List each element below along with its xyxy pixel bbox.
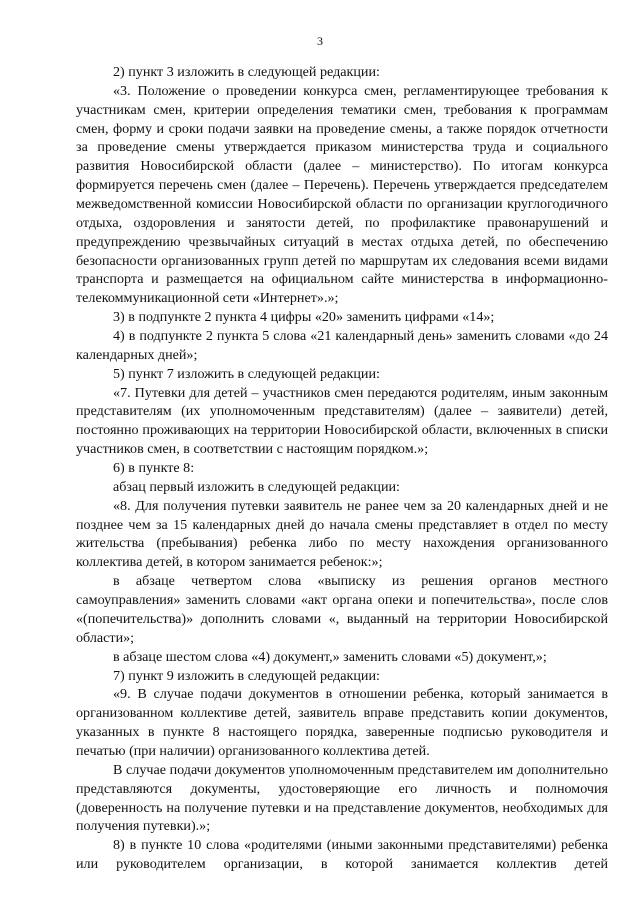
paragraph: 5) пункт 7 изложить в следующей редакции: xyxy=(113,365,380,382)
paragraph: «8. Для получения путевки заявитель не ранее чем за 20 календарных дней и не позднее чем за 15 календарных дней до начала смены представляет в отдел по месту жительства (пребывания) ребенка либо по месту нахождения организованного коллектива детей, в котором занимается ребенок:»; xyxy=(76,497,608,571)
paragraph: абзац первый изложить в следующей редакции: xyxy=(113,478,400,495)
paragraph: «3. Положение о проведении конкурса смен, регламентирующее требования к участникам смен, критерии определения тематики смен, требования к программам смен, форму и сроки подачи заявки на проведение смены, а также порядок отчетности за проведение смены утверждается приказом министерства труда и социального развития Новосибирской области (далее – министерство). По итогам конкурса формируется перечень смен (далее – Перечень). Перечень утверждается председателем межведомственной комиссии Новосибирской области по организации круглогодичного отдыха, оздоровления и занятости детей, по профилактике правонарушений и предупреждению чрезвычайных ситуаций в местах отдыха детей, по обеспечению безопасности организованных групп детей по маршрутам их следования всеми видами транспорта и размещается на официальном сайте министерства в информационно-телекоммуникационной сети «Интернет».»; xyxy=(76,82,608,307)
paragraph: в абзаце четвертом слова «выписку из решения органов местного самоуправления» заменить словами «акт органа опеки и попечительства», после слов «(попечительства)» дополнить словами «, выданный на территории Новосибирской области»; xyxy=(76,573,608,646)
paragraph: 3) в подпункте 2 пункта 4 цифры «20» заменить цифрами «14»; xyxy=(113,309,495,326)
paragraph: 4) в подпункте 2 пункта 5 слова «21 календарный день» заменить словами «до 24 календарных дней»; xyxy=(76,328,608,363)
paragraph: 6) в пункте 8: xyxy=(113,460,195,477)
paragraph: В случае подачи документов уполномоченным представителем им дополнительно представляются документы, удостоверяющие его личность и полномочия (доверенность на получение путевки и на представление документов, необходимых для получения путевки).»; xyxy=(76,761,608,835)
paragraph: 8) в пункте 10 слова «родителями (иными законными представителями) ребенка или руководителем организации, в которой занимается коллектив детей xyxy=(76,837,608,873)
paragraph: в абзаце шестом слова «4) документ,» заменить словами «5) документ,»; xyxy=(113,648,547,665)
document-body xyxy=(76,63,608,874)
paragraph: «9. В случае подачи документов в отношении ребенка, который занимается в организованном коллективе детей, заявитель вправе представить копии документов, указанных в пункте 8 настоящего порядка, заверенные подписью руководителя и печатью (при наличии) организованного коллектива детей. xyxy=(76,686,608,759)
paragraph: 2) пункт 3 изложить в следующей редакции: xyxy=(113,64,380,80)
paragraph: «7. Путевки для детей – участников смен передаются родителям, иным законным представителям (их уполномоченным представителям) (далее – заявители) детей, постоянно проживающих на территории Новосибирской области, включенных в списки участников смен, в соответствии с настоящим порядком.»; xyxy=(76,384,608,458)
page-number: 3 xyxy=(317,34,323,48)
paragraph: 7) пункт 9 изложить в следующей редакции: xyxy=(113,667,380,684)
